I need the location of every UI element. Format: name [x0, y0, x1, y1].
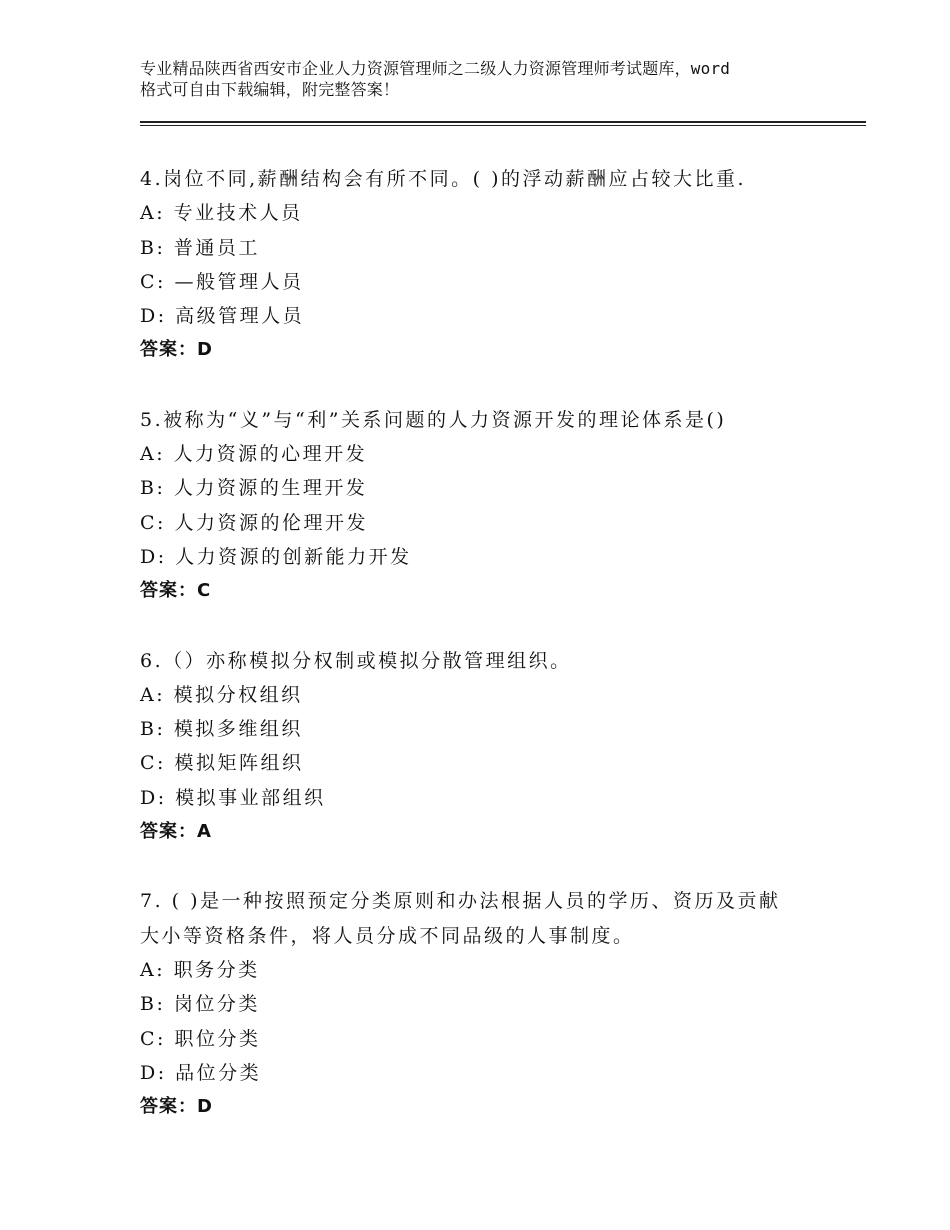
answer-line: 答案：D: [140, 339, 213, 361]
question-stem-line-1: 7. ( )是一种按照预定分类原则和办法根据人员的学历、资历及贡献: [140, 890, 781, 913]
answer-line: 答案：D: [140, 1096, 213, 1118]
question-stem: 4.岗位不同,薪酬结构会有所不同。( )的浮动薪酬应占较大比重.: [140, 168, 747, 190]
question-stem: 5.被称为“义”与“利”关系问题的人力资源开发的理论体系是(): [140, 408, 727, 431]
document-header: [140, 58, 840, 100]
option-b: B: 普通员工: [140, 236, 260, 259]
option-c: C: 模拟矩阵组织: [140, 752, 304, 775]
answer-line: 答案：C: [140, 580, 212, 602]
option-d: D: 品位分类: [140, 1061, 262, 1084]
option-d: D: 高级管理人员: [140, 305, 305, 328]
question-4: [140, 162, 860, 368]
option-c: C: 人力资源的伦理开发: [140, 511, 368, 534]
option-d: D: 模拟事业部组织: [140, 786, 326, 809]
question-5: [140, 403, 860, 609]
header-line-2: 格式可自由下载编辑，附完整答案！: [140, 80, 400, 99]
option-b: B: 人力资源的生理开发: [140, 477, 368, 500]
option-a: A: 模拟分权组织: [140, 683, 303, 706]
option-a: A: 专业技术人员: [140, 202, 303, 225]
option-d: D: 人力资源的创新能力开发: [140, 545, 412, 568]
answer-line: 答案：A: [140, 821, 212, 843]
option-b: B: 岗位分类: [140, 993, 260, 1016]
option-a: A: 职务分类: [140, 958, 260, 981]
option-c: C: —般管理人员: [140, 270, 304, 293]
header-rule-thick: [140, 121, 866, 123]
question-6: [140, 644, 860, 850]
option-a: A: 人力资源的心理开发: [140, 443, 368, 466]
question-stem: 6.（）亦称模拟分权制或模拟分散管理组织。: [140, 649, 572, 672]
option-c: C: 职位分类: [140, 1027, 261, 1050]
header-rule-thin: [140, 125, 866, 126]
header-line-1: 专业精品陕西省西安市企业人力资源管理师之二级人力资源管理师考试题库，word: [140, 59, 731, 78]
option-b: B: 模拟多维组织: [140, 718, 303, 741]
question-list: [140, 162, 860, 1159]
question-stem-line-2: 大小等资格条件，将人员分成不同品级的人事制度。: [140, 924, 635, 947]
question-7: [140, 884, 860, 1124]
